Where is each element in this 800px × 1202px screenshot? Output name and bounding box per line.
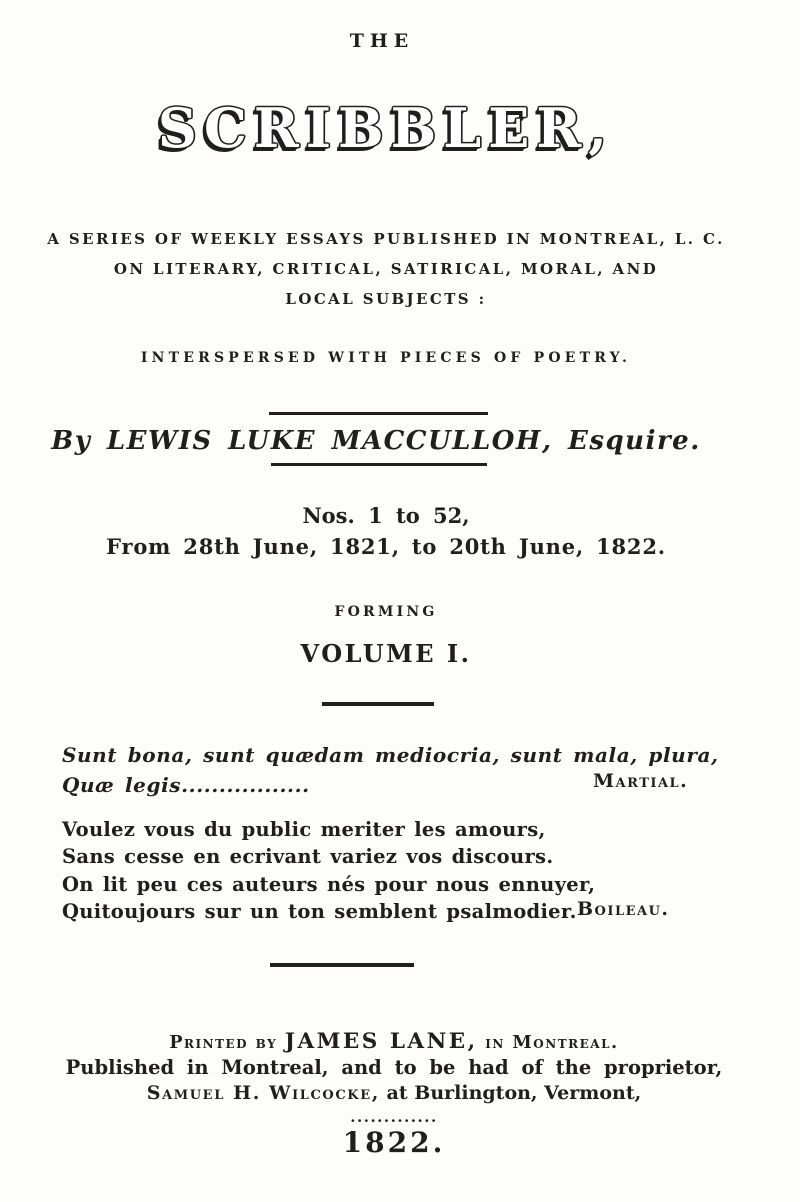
page-title: SCRIBBLER, [157, 96, 615, 160]
latin-epigraph-line-1: Sunt bona, sunt quædam mediocria, sunt mala, plura, [62, 743, 719, 767]
dotted-divider: ............. [350, 1108, 438, 1126]
subtitle-line-3: LOCAL SUBJECTS : [285, 290, 487, 308]
french-epigraph-line-1: Voulez vous du public meriter les amours, [62, 818, 546, 841]
subtitle-line-1: A SERIES OF WEEKLY ESSAYS PUBLISHED IN MONTREAL, L. C. [47, 230, 725, 248]
double-rule-below-byline [271, 463, 487, 466]
imprint-printer-line [0, 1029, 794, 1054]
forming-label: FORMING [334, 604, 438, 620]
latin-attribution: Martial. [593, 770, 689, 792]
latin-epigraph-line-2: Quæ legis................. [62, 773, 310, 797]
date-range: From 28th June, 1821, to 20th June, 1822. [106, 534, 666, 559]
author-byline: By LEWIS LUKE MACCULLOH, Esquire. [51, 426, 701, 456]
subtitle-block [0, 224, 786, 314]
subtitle-line-2: ON LITERARY, CRITICAL, SATIRICAL, MORAL, AND [113, 260, 659, 278]
imprint-printed-in: in Montreal. [477, 1033, 619, 1053]
poetry-note: INTERSPERSED WITH PIECES OF POETRY. [140, 350, 632, 366]
french-attribution: Boileau. [577, 898, 670, 920]
proprietor-line [0, 1082, 794, 1104]
imprint-printed-by: Printed by [169, 1033, 285, 1053]
publication-year: 1822. [342, 1126, 446, 1159]
french-epigraph-line-3: On lit peu ces auteurs nés pour nous ennuyer, [62, 872, 596, 896]
french-epigraph-line-2: Sans cesse en ecrivant variez vos discours. [62, 845, 554, 869]
issue-range: Nos. 1 to 52, [302, 503, 470, 528]
volume-label: VOLUME I. [300, 639, 472, 668]
double-rule-below-volume [322, 702, 434, 706]
double-rule-above-imprint [270, 963, 414, 967]
printer-name: JAMES LANE, [284, 1029, 478, 1054]
proprietor-name: Samuel H. Wilcocke, [146, 1082, 380, 1104]
proprietor-location: at Burlington, Vermont, [379, 1082, 642, 1104]
series-article: THE [349, 30, 415, 52]
double-rule-above-byline [269, 412, 488, 415]
publication-note: Published in Montreal, and to be had of the proprietor, [65, 1056, 723, 1079]
french-epigraph-line-4: Quitoujours sur un ton semblent psalmodier. [62, 900, 577, 924]
